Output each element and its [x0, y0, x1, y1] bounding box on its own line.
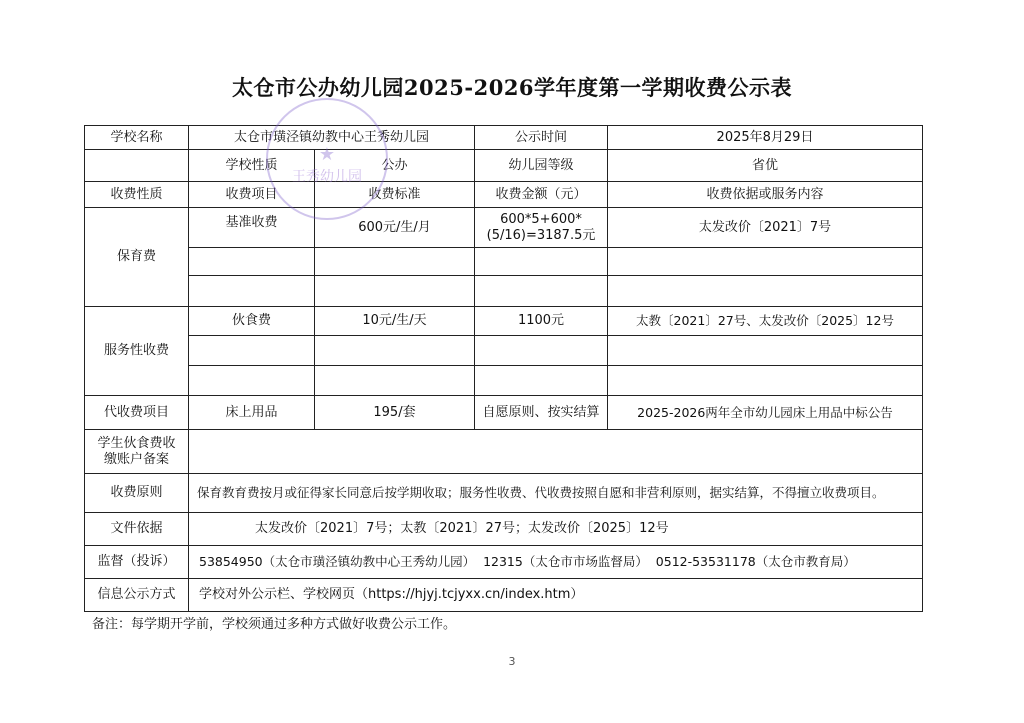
header-basis: 收费依据或服务内容 [608, 182, 923, 208]
supervision-label: 监督（投诉） [84, 546, 189, 579]
service-fee-empty-standard [315, 366, 475, 396]
disclosure-text: 学校对外公示栏、学校网页（https://hjyj.tcjyxx.cn/index.htm） [189, 579, 923, 612]
collected-fee-label: 代收费项目 [84, 396, 189, 430]
care-fee-empty-item [189, 248, 315, 276]
blank-cell [84, 150, 189, 182]
seal-star-icon: ★ [318, 144, 336, 165]
service-fee-empty-amount [475, 336, 608, 366]
care-fee-amount-line1: 600*5+600* [500, 211, 582, 227]
service-fee-amount: 1100元 [475, 307, 608, 336]
documents-label: 文件依据 [84, 513, 189, 546]
grade: 省优 [608, 150, 923, 182]
collected-fee-standard: 195/套 [315, 396, 475, 430]
care-fee-empty-standard [315, 276, 475, 307]
care-fee-item: 基准收费 [189, 208, 315, 248]
meal-account-label [84, 430, 189, 474]
care-fee-empty-amount [475, 276, 608, 307]
publish-time-label: 公示时间 [475, 125, 608, 150]
page-title: 太仓市公办幼儿园2025-2026学年度第一学期收费公示表 [231, 75, 793, 100]
footnote: 备注：每学期开学前，学校须通过多种方式做好收费公示工作。 [92, 617, 457, 632]
principle-label: 收费原则 [84, 474, 189, 513]
care-fee-amount-line2: (5/16)=3187.5元 [486, 227, 596, 243]
header-fee-nature: 收费性质 [84, 182, 189, 208]
care-fee-empty-basis [608, 276, 923, 307]
service-fee-standard: 10元/生/天 [315, 307, 475, 336]
collected-fee-item: 床上用品 [189, 396, 315, 430]
publish-time: 2025年8月29日 [608, 125, 923, 150]
meal-account-label-line2: 缴账户备案 [103, 451, 169, 467]
service-fee-basis: 太教〔2021〕27号、太发改价〔2025〕12号 [608, 307, 923, 336]
care-fee-empty-amount [475, 248, 608, 276]
school-name: 太仓市璜泾镇幼教中心王秀幼儿园 [189, 125, 475, 150]
care-fee-label: 保育费 [84, 208, 189, 307]
service-fee-empty-amount [475, 366, 608, 396]
documents-text: 太发改价〔2021〕7号；太教〔2021〕27号；太发改价〔2025〕12号 [189, 513, 923, 546]
service-fee-empty-standard [315, 336, 475, 366]
care-fee-basis: 太发改价〔2021〕7号 [608, 208, 923, 248]
service-fee-empty-basis [608, 336, 923, 366]
service-fee-item: 伙食费 [189, 307, 315, 336]
school-type: 公办 [315, 150, 475, 182]
header-fee-item: 收费项目 [189, 182, 315, 208]
care-fee-empty-basis [608, 248, 923, 276]
header-fee-amount: 收费金额（元） [475, 182, 608, 208]
collected-fee-amount: 自愿原则、按实结算 [475, 396, 608, 430]
care-fee-amount [475, 208, 608, 248]
fee-table [84, 125, 923, 612]
service-fee-label: 服务性收费 [84, 307, 189, 396]
school-type-label: 学校性质 [189, 150, 315, 182]
care-fee-standard: 600元/生/月 [315, 208, 475, 248]
seal-text: 王秀幼儿园 [292, 169, 362, 185]
service-fee-empty-basis [608, 366, 923, 396]
grade-label: 幼儿园等级 [475, 150, 608, 182]
meal-account-value [189, 430, 923, 474]
supervision-text: 53854950（太仓市璜泾镇幼教中心王秀幼儿园） 12315（太仓市市场监督局） 0512-53531178（太仓市教育局） [189, 546, 923, 579]
care-fee-empty-item [189, 276, 315, 307]
school-name-label: 学校名称 [84, 125, 189, 150]
page-number: 3 [508, 655, 516, 668]
collected-fee-basis: 2025-2026两年全市幼儿园床上用品中标公告 [608, 396, 923, 430]
principle-text: 保育教育费按月或征得家长同意后按学期收取；服务性收费、代收费按照自愿和非营利原则，据实结算，不得擅立收费项目。 [189, 474, 923, 513]
service-fee-empty-item [189, 336, 315, 366]
care-fee-empty-standard [315, 248, 475, 276]
service-fee-empty-item [189, 366, 315, 396]
disclosure-label: 信息公示方式 [84, 579, 189, 612]
header-fee-standard: 收费标准 [315, 182, 475, 208]
meal-account-label-line1: 学生伙食费收 [97, 435, 176, 451]
